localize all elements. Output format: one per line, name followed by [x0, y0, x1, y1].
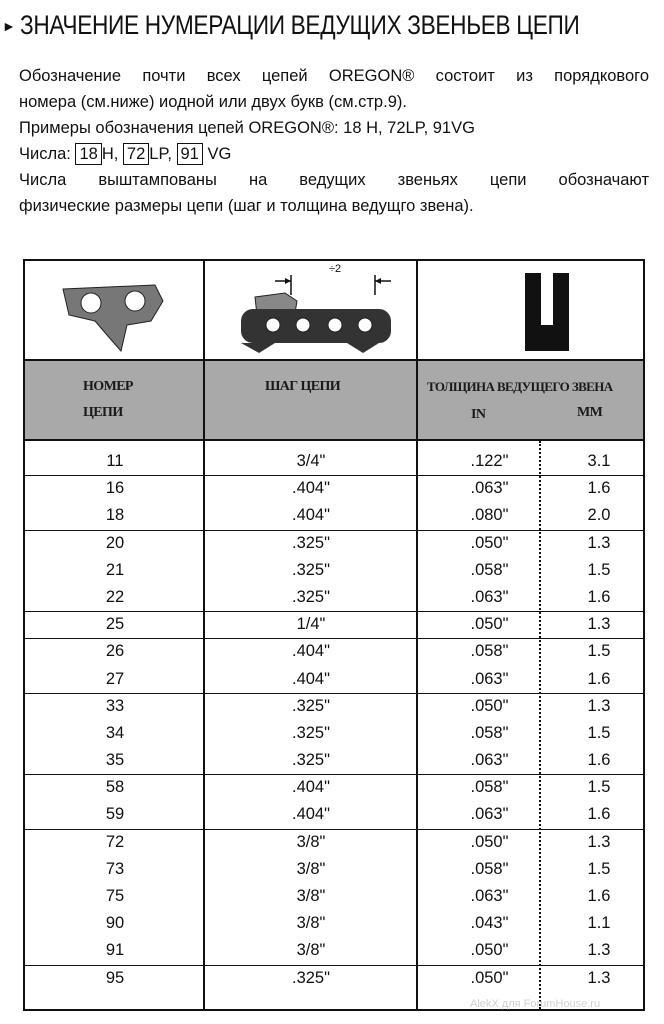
- header-number-line1: НОМЕР: [83, 379, 133, 394]
- table-row: [25, 830, 643, 857]
- pitch-cell: 3/8": [296, 914, 326, 933]
- thickness-in-cell: .058": [470, 778, 509, 797]
- table-row: [25, 476, 643, 503]
- header-number-line2: ЦЕПИ: [83, 405, 123, 420]
- chain-number-cell: 11: [106, 452, 124, 470]
- table-body: [25, 441, 643, 1009]
- thickness-in-cell: .063": [470, 587, 509, 606]
- chain-number-cell: 34: [105, 723, 125, 742]
- thickness-mm-cell: 1.3: [587, 696, 611, 715]
- table-row: [25, 667, 643, 694]
- thickness-mm-cell: 1.5: [587, 723, 611, 742]
- chain-number-cell: 18: [105, 506, 125, 525]
- thickness-mm-cell: 1.5: [587, 778, 611, 797]
- pitch-cell: 3/4": [296, 452, 326, 470]
- thickness-mm-cell: 1.6: [587, 479, 611, 498]
- header-thickness: ТОЛЩИНА ВЕДУЩЕГО ЗВЕНА: [427, 379, 613, 394]
- thickness-mm-cell: 1.6: [587, 805, 611, 824]
- thickness-in-cell: .050": [470, 696, 509, 715]
- pitch-cell: 3/8": [296, 941, 326, 960]
- gauge-profile-icon: [519, 269, 575, 353]
- chain-segment-icon: [235, 267, 395, 355]
- chain-number-cell: 25: [105, 615, 125, 634]
- pitch-cell: .325": [292, 587, 330, 606]
- table-row: [25, 449, 643, 476]
- thickness-in-cell: .058": [470, 560, 509, 579]
- thickness-in-cell: .050": [470, 832, 509, 851]
- pitch-cell: 1/4": [296, 615, 326, 634]
- chain-number-cell: 26: [105, 642, 125, 661]
- thickness-mm-cell: 1.3: [587, 533, 611, 552]
- thickness-mm-cell: 1.3: [587, 832, 611, 851]
- intro-line-6: физические размеры цепи (шаг и толщина ведущго звена).: [19, 197, 474, 215]
- example-number-box: 72: [123, 143, 149, 165]
- watermark: AlekX для ForumHouse.ru: [470, 998, 601, 1010]
- header-mm: MM: [577, 405, 603, 420]
- title-row: [0, 6, 664, 46]
- thickness-mm-cell: 1.6: [587, 587, 611, 606]
- pitch-cell: 3/8": [296, 859, 326, 878]
- thickness-mm-cell: 2.0: [587, 506, 611, 525]
- pitch-cell: 3/8": [296, 887, 326, 905]
- table-row: [25, 585, 643, 612]
- thickness-in-cell: .063": [470, 887, 509, 905]
- pitch-cell: .325": [292, 968, 330, 987]
- thickness-mm-cell: 1.6: [587, 887, 611, 905]
- chain-number-cell: 35: [105, 751, 125, 770]
- thickness-in-cell: .050": [470, 615, 509, 634]
- table-header: [25, 361, 643, 441]
- example-number-box: 91: [177, 143, 203, 165]
- thickness-mm-cell: 1.1: [587, 914, 611, 933]
- intro-text: [19, 63, 649, 219]
- table-row: [25, 938, 643, 965]
- table-row: [25, 775, 643, 802]
- thickness-in-cell: .058": [470, 642, 509, 661]
- pitch-cell: .325": [292, 533, 330, 552]
- chain-specs-table: [23, 259, 645, 1011]
- chain-number-cell: 21: [105, 560, 125, 579]
- thickness-mm-cell: 1.5: [587, 642, 611, 661]
- example-suffix: H,: [101, 145, 119, 163]
- thickness-in-cell: .058": [470, 859, 509, 878]
- numbers-label: Числа:: [19, 145, 71, 163]
- table-row: [25, 748, 643, 775]
- intro-line-5: Числа выштампованы на ведущих звеньях цепи обозначают: [19, 171, 649, 189]
- thickness-mm-cell: 1.5: [587, 560, 611, 579]
- table-row: [25, 966, 643, 993]
- thickness-in-cell: .122": [470, 452, 509, 470]
- example-number-box: 18: [75, 143, 101, 165]
- chain-number-cell: 27: [105, 669, 125, 688]
- pitch-cell: .404": [292, 479, 330, 498]
- thickness-in-cell: .050": [470, 533, 509, 552]
- chain-number-cell: 73: [105, 859, 125, 878]
- pitch-divide-label: ÷2: [329, 263, 342, 275]
- example-suffix: LP,: [149, 145, 172, 163]
- chain-number-cell: 16: [105, 479, 125, 498]
- chain-number-cell: 72: [105, 832, 125, 851]
- pitch-cell: .404": [292, 642, 330, 661]
- intro-line-1: Обозначение почти всех цепей OREGON® состоит из порядкового: [19, 67, 649, 85]
- intro-line-examples: [19, 141, 649, 167]
- pitch-cell: .325": [292, 560, 330, 579]
- pitch-cell: .325": [292, 723, 330, 742]
- illustration-row: [25, 261, 643, 361]
- table-row: [25, 531, 643, 558]
- thickness-in-cell: .063": [470, 751, 509, 770]
- pitch-cell: .325": [292, 751, 330, 770]
- thickness-mm-cell: 1.3: [587, 941, 611, 960]
- thickness-mm-cell: 1.3: [587, 615, 611, 634]
- pitch-cell: .404": [292, 506, 330, 525]
- chain-number-cell: 75: [105, 887, 125, 905]
- chain-number-cell: 90: [105, 914, 125, 933]
- drive-link-icon: [55, 273, 175, 353]
- chain-number-cell: 22: [105, 587, 125, 606]
- table-row: [25, 503, 643, 530]
- thickness-mm-cell: 1.6: [587, 669, 611, 688]
- table-row: [25, 694, 643, 721]
- thickness-in-cell: .058": [470, 723, 509, 742]
- table-row: [25, 857, 643, 884]
- table-row: [25, 802, 643, 829]
- page-title: ЗНАЧЕНИЕ НУМЕРАЦИИ ВЕДУЩИХ ЗВЕНЬЕВ ЦЕПИ: [20, 10, 580, 40]
- chain-number-cell: 91: [105, 941, 125, 960]
- thickness-mm-cell: 1.3: [587, 968, 611, 987]
- thickness-in-cell: .063": [470, 805, 509, 824]
- thickness-mm-cell: 3.1: [587, 452, 611, 470]
- chain-number-cell: 20: [105, 533, 125, 552]
- chain-number-cell: 59: [105, 805, 125, 824]
- pitch-cell: .325": [292, 696, 330, 715]
- pitch-cell: .404": [292, 805, 330, 824]
- thickness-in-cell: .043": [470, 914, 509, 933]
- thickness-in-cell: .063": [470, 669, 509, 688]
- thickness-mm-cell: 1.6: [587, 751, 611, 770]
- example-suffix: VG: [207, 145, 232, 163]
- pitch-cell: 3/8": [296, 832, 326, 851]
- chain-number-cell: 58: [105, 778, 125, 797]
- pitch-cell: .404": [292, 669, 330, 688]
- thickness-mm-cell: 1.5: [587, 859, 611, 878]
- table-row: [25, 721, 643, 748]
- chain-number-cell: 33: [105, 696, 125, 715]
- chain-number-cell: 95: [105, 968, 125, 987]
- thickness-in-cell: .050": [470, 941, 509, 960]
- table-row: [25, 911, 643, 938]
- intro-line-3: Примеры обозначения цепей OREGON®: 18 H, 72LP, 91VG: [19, 119, 475, 137]
- thickness-in-cell: .063": [470, 479, 509, 498]
- thickness-in-cell: .050": [470, 968, 509, 987]
- pitch-cell: .404": [292, 778, 330, 797]
- arrow-bullet-icon: ►: [2, 18, 16, 34]
- table-row: [25, 558, 643, 585]
- intro-line-2: номера (см.ниже) иодной или двух букв (см.стр.9).: [19, 93, 407, 111]
- header-in: IN: [471, 407, 486, 422]
- table-row: [25, 884, 643, 911]
- thickness-in-cell: .080": [470, 506, 509, 525]
- table-row: [25, 612, 643, 639]
- table-row: [25, 639, 643, 666]
- header-pitch: ШАГ ЦЕПИ: [265, 379, 341, 394]
